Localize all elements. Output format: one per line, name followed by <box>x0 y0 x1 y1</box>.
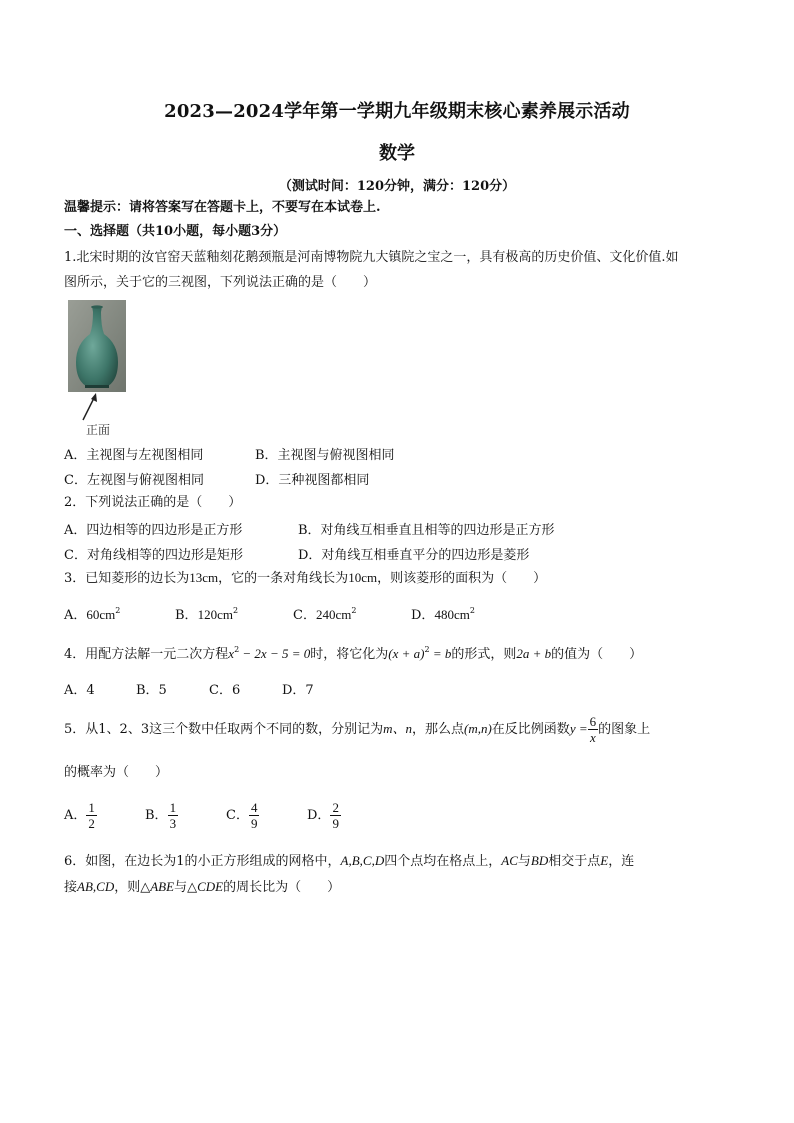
q1-stem-line1: 1.北宋时期的汝官窑天蓝釉刻花鹅颈瓶是河南博物院九大镇院之宝之一，具有极高的历史价值、文化价值.如 <box>64 250 679 265</box>
q5-point: (m,n) <box>464 721 492 736</box>
q5-function-fraction <box>588 714 599 745</box>
fraction-numerator: 6 <box>589 714 597 729</box>
q4-stem-text-a: 4．用配方法解一元二次方程 <box>64 647 229 662</box>
q3-stem-text-a: 3．已知菱形的边长为 <box>64 571 190 586</box>
q5-stem <box>64 712 734 747</box>
q3-option-c[interactable] <box>293 604 356 623</box>
q4-option-b[interactable]: B．5 <box>136 683 167 698</box>
fraction-denominator: x <box>589 730 596 745</box>
option-exponent: 2 <box>351 606 357 615</box>
q6-stem-text-a: 6．如图，在边长为1的小正方形组成的网格中， <box>64 854 341 869</box>
q6-stem-text-e: ，连 <box>608 854 635 869</box>
q6-line2-text-d: 的周长比为（ ） <box>223 880 341 895</box>
vase-image <box>68 300 126 392</box>
fraction-numerator: 1 <box>88 800 95 815</box>
arrow-icon <box>80 392 100 422</box>
option-letter: B． <box>175 608 198 623</box>
fraction-numerator: 4 <box>250 800 258 815</box>
option-letter: D． <box>411 608 435 623</box>
q3-option-a[interactable] <box>64 604 120 623</box>
q4-equation-exponent: 2 <box>234 645 240 654</box>
option-letter: C． <box>226 808 249 823</box>
fraction-numerator: 2 <box>332 800 339 815</box>
q6-points: A,B,C,D <box>340 853 385 868</box>
q5-function-lhs: y = <box>569 721 588 736</box>
q4-form-base: (x + a) <box>388 646 425 661</box>
option-fraction <box>249 800 260 831</box>
option-fraction <box>86 800 97 831</box>
q5-stem-text-d: 的图象上 <box>598 722 651 737</box>
q4-option-d[interactable]: D．7 <box>282 683 314 698</box>
fraction-denominator: 9 <box>250 816 258 831</box>
option-fraction <box>330 800 341 831</box>
q6-triangle-cde: △CDE <box>187 879 224 894</box>
q4-expression: 2a + b <box>516 646 552 661</box>
option-letter: B． <box>145 808 168 823</box>
q6-stem-line2 <box>64 878 734 897</box>
q5-variables: m、n <box>383 721 412 736</box>
q1-stem-line2: 图所示，关于它的三视图，下列说法正确的是（ ） <box>64 275 377 290</box>
q4-stem-text-d: 的值为（ ） <box>551 647 643 662</box>
subject-title: 数学 <box>379 143 415 164</box>
q4-stem <box>64 645 734 664</box>
q6-triangle-abe: △ABE <box>140 879 175 894</box>
option-value: 60cm <box>86 607 116 622</box>
q2-option-b[interactable]: B．对角线互相垂直且相等的四边形是正方形 <box>298 523 555 538</box>
q6-segment-bd: BD <box>530 853 549 868</box>
q6-stem-line1 <box>64 852 734 871</box>
q6-line2-text-a: 接 <box>64 880 78 895</box>
q3-option-d[interactable] <box>411 604 475 623</box>
q1-option-b[interactable]: B．主视图与俯视图相同 <box>255 448 395 463</box>
q6-segment-ac: AC <box>501 853 518 868</box>
q6-stem-text-b: 四个点均在格点上， <box>384 854 502 869</box>
fraction-denominator: 2 <box>88 816 95 831</box>
option-letter: A． <box>64 808 87 823</box>
vase-photo <box>68 300 126 392</box>
q4-equation-rest: − 2x − 5 = 0 <box>239 646 311 661</box>
option-fraction <box>168 800 179 831</box>
q1-option-d[interactable]: D．三种视图都相同 <box>255 473 370 488</box>
option-exponent: 2 <box>115 606 121 615</box>
q4-stem-text-b: 时，将它化为 <box>310 647 389 662</box>
option-exponent: 2 <box>232 606 239 615</box>
q5-stem-text-c: 在反比例函数 <box>491 722 570 737</box>
q6-line2-text-b: ，则 <box>114 880 141 895</box>
exam-info: （测试时间：120分钟，满分：120分） <box>278 179 516 194</box>
option-value: 480cm <box>434 607 470 622</box>
q5-option-c[interactable] <box>226 800 259 831</box>
q3-stem-text-b: ，它的一条对角线长为 <box>218 571 349 586</box>
q4-stem-text-c: 的形式，则 <box>451 647 517 662</box>
q5-stem-text-b: ，那么点 <box>411 722 464 737</box>
q4-equation-var: x <box>228 646 235 661</box>
q4-option-a[interactable]: A．4 <box>64 683 95 698</box>
q3-option-b[interactable] <box>175 604 238 623</box>
option-exponent: 2 <box>469 606 475 615</box>
q2-stem: 2．下列说法正确的是（ ） <box>64 495 242 510</box>
q5-stem-text-a: 5．从1、2、3这三个数中任取两个不同的数，分别记为 <box>64 722 384 737</box>
q2-option-a[interactable]: A．四边相等的四边形是正方形 <box>64 523 243 538</box>
option-letter: D． <box>307 808 331 823</box>
q3-stem <box>64 569 734 588</box>
q4-form-exponent: 2 <box>424 645 430 654</box>
q2-option-d[interactable]: D．对角线互相垂直平分的四边形是菱形 <box>298 548 530 563</box>
q6-line2-text-c: 与 <box>174 880 188 895</box>
option-letter: A． <box>64 608 87 623</box>
q6-point-e: E <box>600 853 609 868</box>
q5-stem-line2: 的概率为（ ） <box>64 765 169 780</box>
q6-stem-text-d: 相交于点 <box>548 854 601 869</box>
q6-segments: AB,CD <box>77 879 115 894</box>
q4-option-c[interactable]: C．6 <box>209 683 241 698</box>
tip-text: 温馨提示：请将答案写在答题卡上，不要写在本试卷上. <box>64 200 381 215</box>
q1-option-a[interactable]: A．主视图与左视图相同 <box>64 448 204 463</box>
exam-title: 2023—2024学年第一学期九年级期末核心素养展示活动 <box>164 101 630 122</box>
q5-option-b[interactable] <box>145 800 178 831</box>
q1-option-c[interactable]: C．左视图与俯视图相同 <box>64 473 204 488</box>
q2-option-c[interactable]: C．对角线相等的四边形是矩形 <box>64 548 243 563</box>
q3-stem-text-c: ，则该菱形的面积为（ ） <box>377 571 547 586</box>
section-heading: 一、选择题（共10小题，每小题3分） <box>64 224 287 239</box>
fraction-denominator: 9 <box>332 816 339 831</box>
fraction-numerator: 1 <box>169 800 177 815</box>
q5-option-d[interactable] <box>307 800 341 831</box>
q5-option-a[interactable] <box>64 800 97 831</box>
q6-stem-text-c: 与 <box>517 854 531 869</box>
front-label: 正面 <box>86 423 111 437</box>
fraction-denominator: 3 <box>169 816 177 831</box>
q4-form-rhs: = b <box>429 646 452 661</box>
option-value: 120cm <box>197 607 233 622</box>
q3-diagonal-length: 10cm <box>348 570 378 585</box>
q3-side-length: 13cm <box>189 570 219 585</box>
option-letter: C． <box>293 608 316 623</box>
option-value: 240cm <box>315 607 352 622</box>
